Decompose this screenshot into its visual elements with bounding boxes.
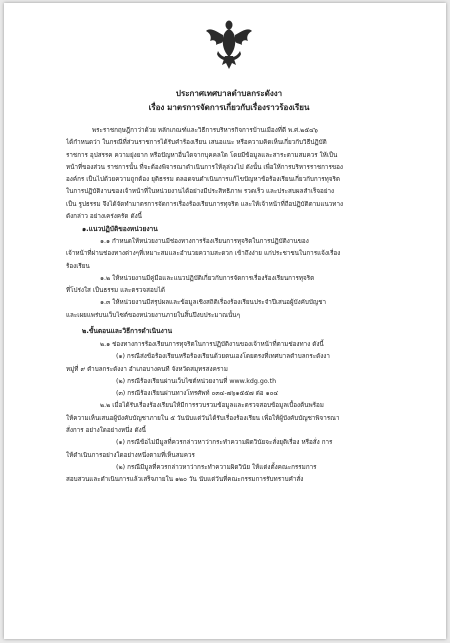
- intro-line: องค์กร เป็นไปด้วยความถูกต้อง ยุติธรรม ตลอดจนดำเนินการแก้ไขปัญหาข้อร้องเรียนเกี่ยวกับการทุจริต: [66, 176, 340, 184]
- section1-line: ร้องเรียน: [66, 262, 90, 270]
- intro-line: หน้าที่ของส่วน ราชการนั้น ที่จะต้องพิจารณาดำเนินการให้ลุล่วงไป ดังนั้น เพื่อให้การบริหารราชการของ: [66, 163, 344, 171]
- section2-line: ๒.๑ ช่องทางการร้องเรียนการทุจริตในการปฏิบัติงานของเจ้าหน้าที่ตามช่องทาง ดังนี้: [100, 341, 324, 348]
- intro-line: เป็น รูปธรรม จึงได้จัดทำมาตรการจัดการเรื่องร้องเรียนการทุจริต และให้เจ้าหน้าที่ถือปฏิบัติตามแนวทาง: [66, 200, 344, 208]
- section2-line: หมู่ที่ ๙ ตำบลกระดังงา อำเภอบางคนที จังหวัดสมุทรสงคราม: [66, 365, 228, 373]
- section1-line: ๑.๓ ให้หน่วยงานมีสรุปผลและข้อมูลเชิงสถิติเรื่องร้องเรียนประจำปีเสนอผู้บังคับบัญชา: [100, 299, 327, 307]
- section1-heading: ๑.แนวปฏิบัติของหน่วยงาน: [82, 225, 158, 233]
- section2-line: (๓) กรณีร้องเรียนผ่านทางโทรศัพท์ ๐๓๔-๗๖๑๕๕๗ ต่อ ๑๐๔: [116, 390, 279, 398]
- section2-line: สอบสวนและดำเนินการแล้วเสร็จภายใน ๑๒๐ วัน นับแต่วันที่คณะกรรมการรับทราบคำสั่ง: [66, 476, 304, 484]
- section2-line: ๒.๒ เมื่อได้รับเรื่องร้องเรียนให้มีการรวบรวมข้อมูลและตรวจสอบข้อมูลเบื้องต้นพร้อม: [100, 402, 324, 410]
- section1-body: [66, 236, 428, 322]
- intro-line: ในการปฏิบัติงานของเจ้าหน้าที่ในหน่วยงานได้อย่างมีประสิทธิภาพ รวดเร็ว และประสบผลสำเร็จอย่าง: [66, 188, 335, 196]
- section2-body: [66, 339, 428, 487]
- section2-line: (๑) กรณีข้อไม่มีมูลที่ควรกล่าวหาว่ากระทำความผิดวินัยจะสั่งยุติเรื่อง หรือสั่ง การ: [116, 439, 333, 447]
- intro-line: ได้กำหนดว่า ในกรณีที่ส่วนราชการได้รับคำร้องเรียน เสนอแนะ หรือความคิดเห็นเกี่ยวกับวิธีปฏิบัติ: [66, 139, 327, 147]
- section2-line: ให้ดำเนินการอย่างใดอย่างหนึ่งตามที่เห็นสมควร: [66, 451, 195, 459]
- document-title: ประกาศเทศบาลตำบลกระดังงา: [175, 89, 283, 98]
- section2-heading: ๒.ขั้นตอนและวิธีการดำเนินงาน: [82, 327, 173, 335]
- section1-line: เจ้าหน้าที่ผ่านช่องทางต่างๆที่เหมาะสมและอำนวยความสะดวก เข้าถึงง่าย แก่ประชาชนในการแจ้งเรื่อง: [66, 250, 341, 258]
- section2-line: (๑) กรณีส่งข้อร้องเรียนหรือร้องเรียนด้วยตนเองโดยตรงที่เทศบาลตำบลกระดังงา: [116, 353, 330, 361]
- section1-line: ๑.๒ ให้หน่วยงานมีคู่มือและแนวปฏิบัติเกี่ยวกับการจัดการเรื่องร้องเรียนการทุจริต: [100, 274, 315, 282]
- intro-line: พระราชกฤษฎีกาว่าด้วย หลักเกณฑ์และวิธีการบริหารกิจการบ้านเมืองที่ดี พ.ศ.๒๕๔๖: [92, 127, 318, 134]
- document-page: [4, 3, 446, 639]
- intro-paragraph: [66, 125, 428, 223]
- garuda-emblem-icon: [204, 17, 254, 71]
- section1-line: และเผยแพร่บนเว็บไซต์ของหน่วยงานภายในสิ้นปีงบประมาณนั้นๆ: [66, 311, 240, 319]
- section2-line: (๒) กรณีร้องเรียนผ่านเว็บไซต์หน่วยงานที่ www.kdg.go.th: [116, 377, 277, 385]
- section2-line: ให้ความเห็นเสนอผู้บังคับบัญชาภายใน ๕ วันนับแต่วันได้รับเรื่องร้องเรียน เพื่อให้ผู้บังคับบัญชาพิจารณา: [66, 414, 340, 422]
- intro-line: ราชการ อุปสรรค ความยุ่งยาก หรือปัญหาอื่นใดจากบุคคลใด โดยมีข้อมูลและสาระตามสมควร ให้เป็น: [66, 151, 338, 159]
- document-subject: เรื่อง มาตรการจัดการเกี่ยวกับเรื่องราวร้องเรียน: [148, 103, 310, 112]
- section2-line: (๒) กรณีมีมูลที่ควรกล่าวหาว่ากระทำความผิดวินัย ให้แต่งตั้งคณะกรรมการ: [116, 463, 317, 471]
- intro-line: ดังกล่าว อย่างเคร่งครัด ดังนี้: [66, 213, 142, 221]
- section1-line: ที่โปร่งใส เป็นธรรม และตรวจสอบได้: [66, 287, 165, 295]
- section2-line: สั่งการ อย่างใดอย่างหนึ่ง ดังนี้: [66, 427, 146, 435]
- section1-line: ๑.๑ กำหนดให้หน่วยงานมีช่องทางการร้องเรียนการทุจริตในการปฏิบัติงานของ: [100, 238, 309, 245]
